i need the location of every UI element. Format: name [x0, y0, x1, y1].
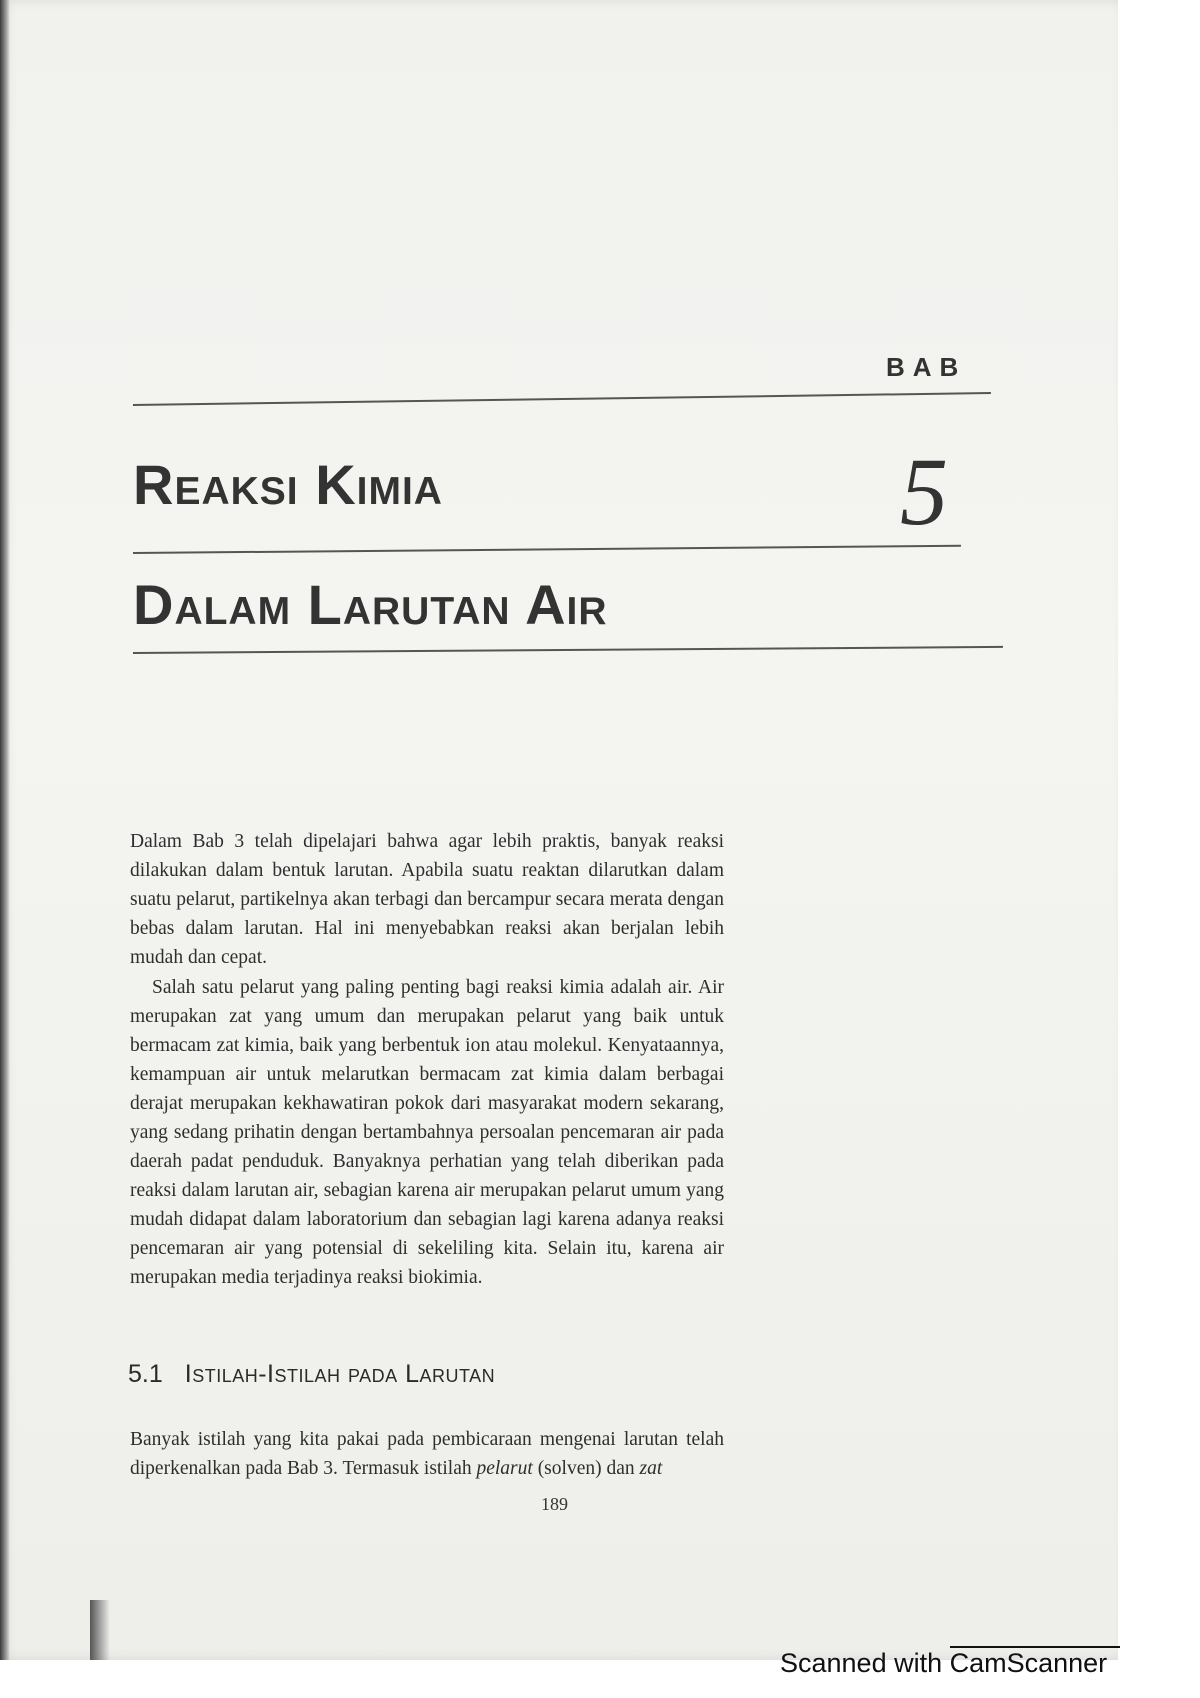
section-title: Istilah-Istilah pada Larutan — [184, 1360, 496, 1388]
title-rule-bottom — [133, 646, 1003, 654]
intro-paragraph-2: Salah satu pelarut yang paling penting bagi reaksi kimia adalah air. Air merupakan zat yang umum dan merupakan pelarut yang baik untuk bermacam zat kimia, baik yang berbentuk ion atau molekul. Kenyataannya, kemampuan air untuk melarutkan bermacam zat kimia dalam berbagai derajat merupakan kekhawatiran pokok dari masyarakat modern sekarang, yang sedang prihatin dengan bertambahnya persoalan pencemaran air pada daerah padat penduduk. Banyaknya perhatian yang telah diberikan pada reaksi dalam larutan air, sebagian karena air merupakan pelarut umum yang mudah didapat dalam laboratorium dan sebagian lagi karena adanya reaksi pencemaran air yang potensial di sekeliling kita. Selain itu, karena air merupakan media terjadinya reaksi biokimia. — [130, 976, 724, 1288]
chapter-title-line-1: Reaksi Kimia — [133, 453, 443, 516]
section-paragraph — [130, 1425, 724, 1483]
page-corner-shadow — [90, 1600, 110, 1660]
section-number: 5.1 — [128, 1360, 163, 1388]
chapter-title-line-2: Dalam Larutan Air — [133, 573, 608, 636]
title-rule-top — [133, 392, 991, 406]
bab-label: BAB — [886, 352, 967, 382]
page-number: 189 — [541, 1494, 568, 1514]
term-zat: zat — [639, 1457, 663, 1479]
section-paragraph-text-1: Banyak istilah yang kita pakai pada pembicaraan mengenai larutan telah diperkenalkan pada Bab 3. Termasuk istilah — [130, 1428, 724, 1479]
term-pelarut: pelarut — [476, 1457, 533, 1479]
section-heading — [128, 1360, 495, 1389]
page-binding-shadow — [0, 0, 10, 1660]
section-paragraph-text-2: (solven) dan — [532, 1457, 640, 1479]
title-rule-middle — [133, 545, 961, 554]
chapter-number: 5 — [900, 438, 948, 545]
intro-paragraph-1: Dalam Bab 3 telah dipelajari bahwa agar lebih praktis, banyak reaksi dilakukan dalam bentuk larutan. Apabila suatu reaktan dilarutkan dalam suatu pelarut, partikelnya akan terbagi dan bercampur secara merata dengan bebas dalam larutan. Hal ini menyebabkan reaksi akan berjalan lebih mudah dan cepat. — [130, 830, 724, 968]
camscanner-watermark: Scanned with CamScanner — [780, 1648, 1108, 1678]
